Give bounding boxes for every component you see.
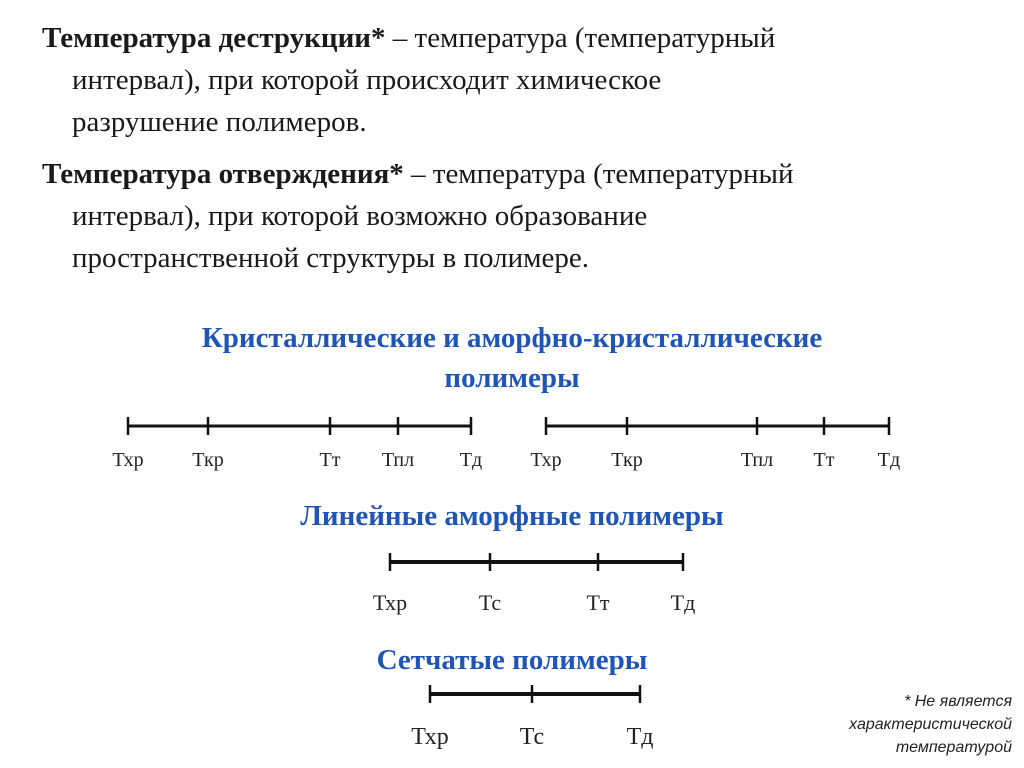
scale-tick-label: Тс [519, 724, 545, 750]
scale-tick-label: Ткр [192, 449, 224, 471]
scale-linear-amorphous [373, 553, 695, 615]
scale-network [411, 685, 653, 750]
definition-text: интервал), при которой происходит химическое [72, 64, 662, 96]
scale-tick-label: Тхр [411, 724, 449, 750]
footnote-line: * Не является [904, 693, 1012, 710]
footnote-line: температурой [895, 739, 1012, 756]
definition-term: Температура отверждения* [42, 158, 404, 190]
scale-crystalline-1 [112, 417, 482, 471]
definition-text: пространственной структуры в полимере. [72, 242, 589, 274]
footnote-line: характеристической [849, 716, 1012, 733]
scale-tick-label: Ткр [611, 449, 643, 471]
scale-tick-label: Тт [813, 449, 835, 471]
scale-tick-label: Тпл [740, 449, 774, 471]
definition-term: Температура деструкции* [42, 22, 386, 54]
scale-tick-label: Тд [459, 449, 483, 471]
definition-text: интервал), при которой возможно образование [72, 200, 648, 232]
scale-tick-label: Тд [670, 590, 696, 615]
heading-network-polymers: Сетчатые полимеры [376, 644, 648, 676]
heading-line: полимеры [444, 362, 580, 394]
scale-tick-label: Тд [626, 724, 654, 750]
scale-crystalline-2 [530, 417, 900, 471]
scale-tick-label: Тд [877, 449, 901, 471]
scale-tick-label: Тхр [530, 449, 562, 471]
definition-text: – температура (температурный [403, 158, 794, 190]
scale-tick-label: Тхр [112, 449, 144, 471]
scale-tick-label: Тт [319, 449, 341, 471]
footnote [752, 690, 1012, 759]
heading-line: Кристаллические и аморфно-кристаллические [201, 322, 823, 354]
scale-tick-label: Тхр [372, 590, 408, 615]
heading-linear-amorphous-polymers: Линейные аморфные полимеры [300, 500, 724, 532]
definition-text: – температура (температурный [385, 22, 776, 54]
scale-tick-label: Тпл [381, 449, 415, 471]
definition-text: разрушение полимеров. [72, 106, 367, 138]
scale-tick-label: Тс [478, 590, 502, 615]
scale-tick-label: Тт [586, 590, 610, 615]
